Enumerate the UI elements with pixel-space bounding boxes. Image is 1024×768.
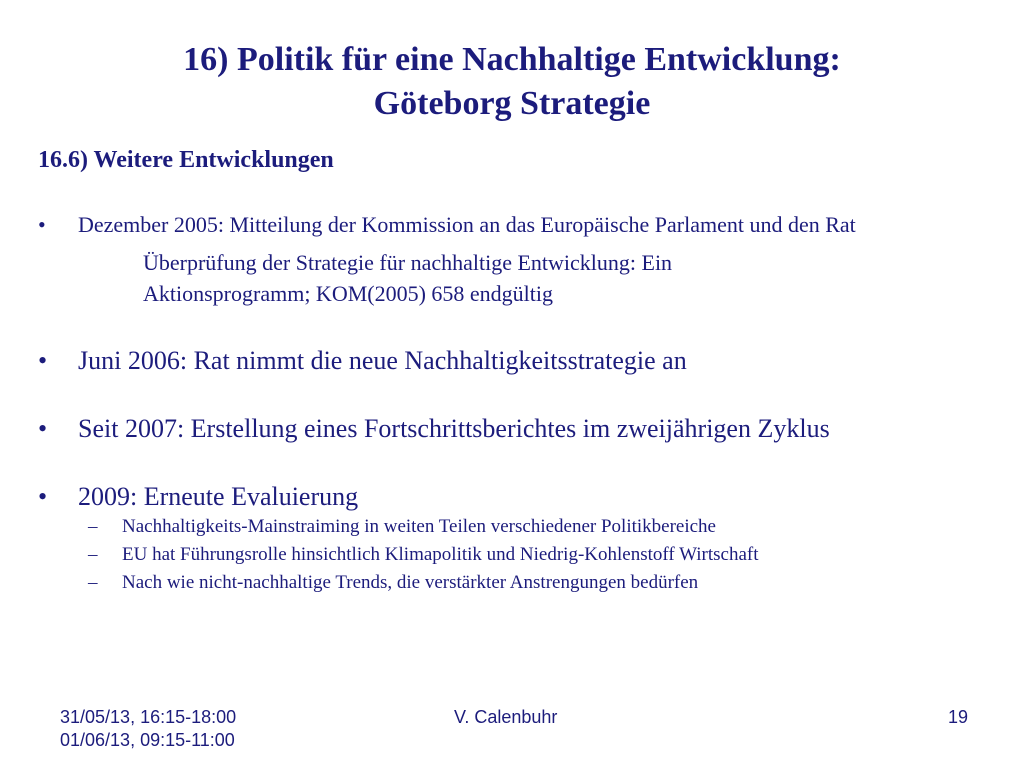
dash-marker: –: [88, 516, 98, 537]
footer-date-line-2: 01/06/13, 09:15-11:00: [60, 730, 235, 750]
sub-item-text: EU hat Führungsrolle hinsichtlich Klimapolitik und Niedrig-Kohlenstoff Wirtschaft: [122, 544, 759, 565]
section-subtitle: 16.6) Weitere Entwicklungen: [38, 147, 334, 173]
bullet-text: Seit 2007: Erstellung eines Fortschrittsberichtes im zweijährigen Zyklus: [78, 414, 830, 443]
dash-marker: –: [88, 544, 98, 565]
footer-date-line-1: 31/05/13, 16:15-18:00: [60, 707, 237, 727]
slide-title-line-2: Göteborg Strategie: [373, 85, 651, 122]
sub-item-text: Nachhaltigkeits-Mainstraiming in weiten Teilen verschiedener Politikbereiche: [122, 516, 716, 537]
bullet-continuation-line: Überprüfung der Strategie für nachhaltige Entwicklung: Ein: [143, 250, 673, 275]
slide-title: [0, 38, 1024, 126]
page-number: 19: [947, 707, 968, 727]
bullet-text: Dezember 2005: Mitteilung der Kommission an das Europäische Parlament und den Rat: [78, 212, 856, 237]
bullet-marker: •: [38, 414, 48, 443]
sub-item-text: Nach wie nicht-nachhaltige Trends, die verstärkter Anstrengungen bedürfen: [122, 572, 699, 593]
dash-marker: –: [88, 572, 98, 593]
bullet-text: Juni 2006: Rat nimmt die neue Nachhaltigkeitsstrategie an: [78, 346, 687, 375]
footer-author: V. Calenbuhr: [454, 707, 558, 727]
bullet-marker: •: [38, 482, 48, 511]
bullet-marker: •: [38, 212, 46, 237]
bullet-continuation-line: Aktionsprogramm; KOM(2005) 658 endgültig: [143, 281, 554, 306]
slide-title-line-1: 16) Politik für eine Nachhaltige Entwicklung:: [183, 41, 841, 78]
footer-date: [60, 706, 236, 752]
bullet-text: 2009: Erneute Evaluierung: [78, 482, 359, 511]
bullet-marker: •: [38, 346, 48, 375]
